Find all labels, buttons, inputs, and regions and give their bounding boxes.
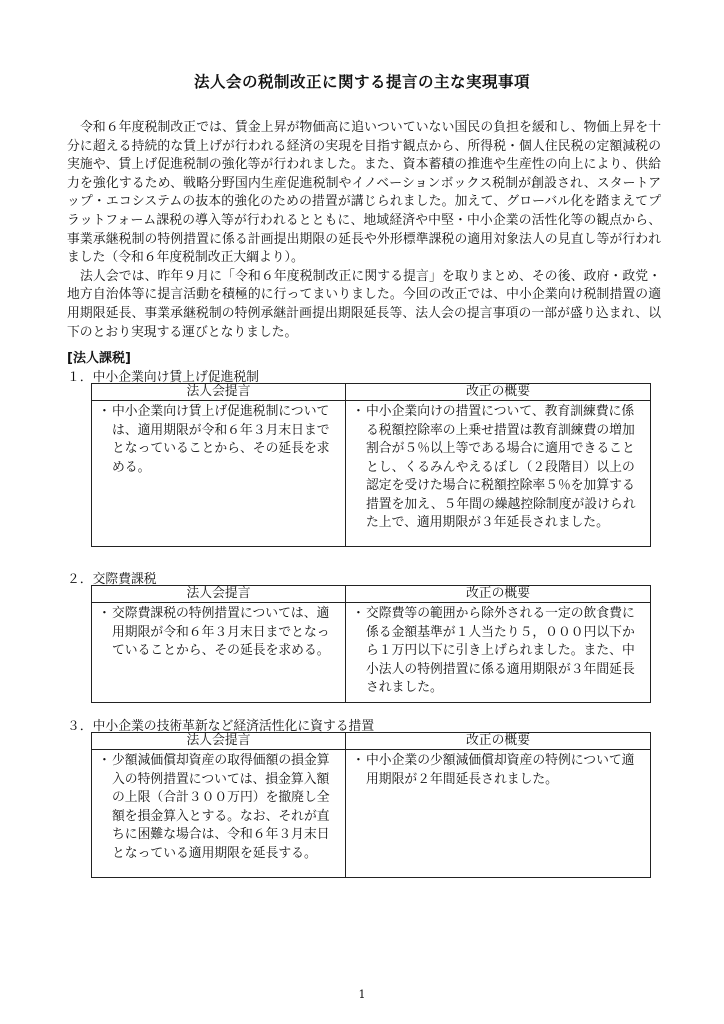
bullet-mark: ・ [98, 753, 111, 768]
section-heading: [法人課税] [67, 351, 131, 366]
summary-cell [346, 603, 651, 703]
item-3-table [91, 732, 651, 878]
summary-text: 中小企業向けの措置について、教育訓練費に係る税額控除率の上乗せ措置は教育訓練費の増加割合が５％以上等である場合に適用できることとし、くるみんやえるぼし（２段階目）以上の認定を受けた場合に税額控除率５％を加算する措置を加え、５年間の繰越控除制度が設けられた上で、適用期限が３年延長されました。 [366, 404, 636, 530]
table-header-row [92, 384, 651, 401]
bullet-mark: ・ [98, 606, 111, 621]
table-header-row [92, 733, 651, 750]
table-row [92, 750, 651, 878]
item-2-table [91, 585, 651, 703]
item-2-heading: ２．交際費課税 [67, 572, 157, 587]
table-row [92, 401, 651, 547]
summary-text: 交際費等の範囲から除外される一定の飲食費に係る金額基準が１人当たり５，０００円以下から１万円以下に引き上げられました。また、中小法人の特例措置に係る適用期限が３年間延長されました。 [366, 606, 635, 695]
intro-text [67, 119, 661, 342]
page-title: 法人会の税制改正に関する提言の主な実現事項 [193, 73, 530, 91]
summary-column-header: 改正の概要 [346, 733, 651, 750]
proposal-cell [92, 750, 346, 878]
intro-paragraph-1: 令和６年度税制改正では、賃金上昇が物価高に追いついていない国民の負担を緩和し、物価上昇を十分に超える持続的な賃上げが行われる経済の実現を目指す観点から、所得税・個人住民税の定額減税の実施や、賃上げ促進税制の強化等が行われました。また、資本蓄積の推進や生産性の向上により、供給力を強化するため、戦略分野国内生産促進税制やイノベーションボックス税制が創設され、スタートアップ・エコシステムの抜本的強化のための措置が講じられました。加えて、グローバル化を踏まえてプラットフォーム課税の導入等が行われるとともに、地域経済や中堅・中小企業の活性化等の観点から、事業承継税制の特例措置に係る計画提出期限の延長や外形標準課税の適用対象法人の見直し等が行われました（令和６年度税制改正大綱より）。 [67, 120, 662, 266]
bullet-mark: ・ [98, 404, 111, 419]
proposal-text: 交際費課税の特例措置については、適用期限が令和６年３月末日までとなっていることから、その延長を求める。 [112, 606, 330, 658]
item-1-heading: １．中小企業向け賃上げ促進税制 [67, 370, 259, 385]
page-number: 1 [358, 988, 366, 1001]
proposal-column-header: 法人会提言 [92, 733, 346, 750]
proposal-text: 少額減価償却資産の取得価額の損金算入の特例措置については、損金算入額の上限（合計３００万円）を撤廃し全額を損金算入とする。なお、それが直ちに困難な場合は、令和６年３月末日となっている適用期限を延長する。 [112, 753, 330, 861]
summary-cell [346, 401, 651, 547]
bullet-mark: ・ [352, 753, 365, 768]
bullet-mark: ・ [352, 404, 365, 419]
summary-text: 中小企業の少額減価償却資産の特例について適用期限が２年間延長されました。 [366, 753, 635, 787]
bullet-mark: ・ [352, 606, 365, 621]
intro-paragraph-2: 法人会では、昨年９月に「令和６年度税制改正に関する提言」を取りまとめ、その後、政府・政党・地方自治体等に提言活動を積極的に行ってまいりました。今回の改正では、中小企業向け税制措置の適用期限延長、事業承継税制の特例承継計画提出期限延長等、法人会の提言事項の一部が盛り込まれ、以下のとおり実現する運びとなりました。 [67, 268, 661, 340]
summary-cell [346, 750, 651, 878]
proposal-cell [92, 401, 346, 547]
proposal-text: 中小企業向け賃上げ促進税制については、適用期限が令和６年３月末日までとなっていることから、その延長を求める。 [112, 404, 330, 475]
table-row [92, 603, 651, 703]
proposal-cell [92, 603, 346, 703]
summary-column-header: 改正の概要 [346, 586, 651, 603]
item-1-table [91, 383, 651, 547]
table-header-row [92, 586, 651, 603]
summary-column-header: 改正の概要 [346, 384, 651, 401]
proposal-column-header: 法人会提言 [92, 384, 346, 401]
proposal-column-header: 法人会提言 [92, 586, 346, 603]
item-3-heading: ３．中小企業の技術革新など経済活性化に資する措置 [67, 719, 375, 734]
